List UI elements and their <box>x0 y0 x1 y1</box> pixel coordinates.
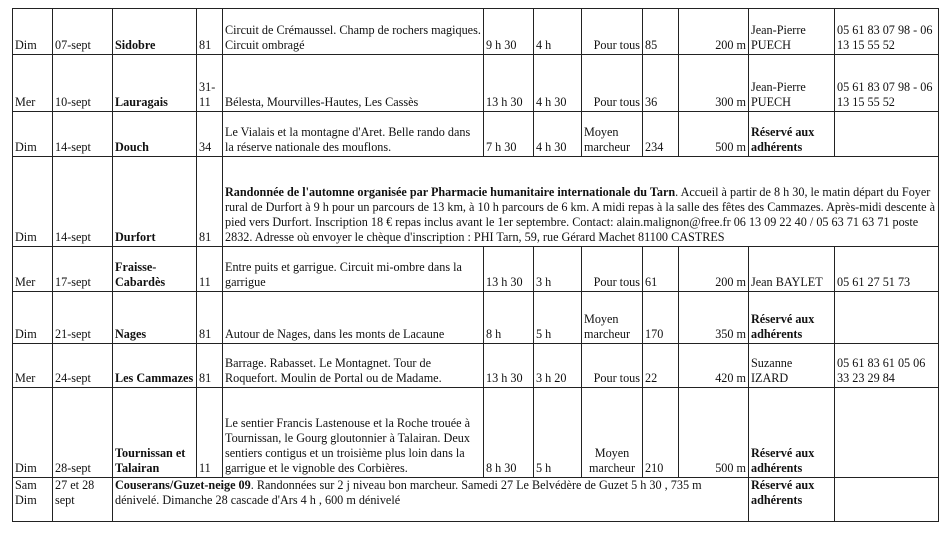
day-cell: Mer <box>13 344 53 388</box>
place-cell: Lauragais <box>113 55 197 112</box>
description-cell <box>223 157 939 247</box>
level-cell: Moyen marcheur <box>582 292 643 344</box>
elevation-cell: 420 m <box>679 344 749 388</box>
contact-cell: Réservé aux adhérents <box>749 112 835 157</box>
day-cell: Dim <box>13 292 53 344</box>
description-cell <box>113 478 749 522</box>
day-cell: Mer <box>13 55 53 112</box>
day-cell: Sam Dim <box>13 478 53 522</box>
date-cell: 27 et 28 sept <box>53 478 113 522</box>
contact-cell: Suzanne IZARD <box>749 344 835 388</box>
level-cell: Pour tous <box>582 55 643 112</box>
dept-cell: 11 <box>197 388 223 478</box>
dept-cell: 31-11 <box>197 55 223 112</box>
km-cell: 22 <box>643 344 679 388</box>
phone-cell: 05 61 83 61 05 06 33 23 29 84 <box>835 344 939 388</box>
contact-cell: Réservé aux adhérents <box>749 388 835 478</box>
date-cell: 21-sept <box>53 292 113 344</box>
table-row <box>13 9 939 55</box>
date-cell: 14-sept <box>53 112 113 157</box>
duration-cell: 4 h <box>534 9 582 55</box>
place-cell: Tournissan et Talairan <box>113 388 197 478</box>
elevation-cell: 200 m <box>679 9 749 55</box>
start-cell: 13 h 30 <box>484 247 534 292</box>
dept-cell: 81 <box>197 292 223 344</box>
level-cell: Pour tous <box>582 247 643 292</box>
description-cell: Le sentier Francis Lastenouse et la Roche trouée à Tournissan, le Gourg gloutonnier à Talairan. Deux sentiers contigus et un troisième plus loin dans la garrigue et le vignoble des Corbières. <box>223 388 484 478</box>
phone-cell: 05 61 83 07 98 - 06 13 15 55 52 <box>835 55 939 112</box>
table-row <box>13 112 939 157</box>
phone-cell: 05 61 83 07 98 - 06 13 15 55 52 <box>835 9 939 55</box>
duration-cell: 3 h <box>534 247 582 292</box>
duration-cell: 4 h 30 <box>534 55 582 112</box>
elevation-cell: 500 m <box>679 388 749 478</box>
phone-cell <box>835 388 939 478</box>
start-cell: 9 h 30 <box>484 9 534 55</box>
date-cell: 10-sept <box>53 55 113 112</box>
table-row <box>13 247 939 292</box>
description-cell: Bélesta, Mourvilles-Hautes, Les Cassès <box>223 55 484 112</box>
day-cell: Dim <box>13 388 53 478</box>
table-row <box>13 55 939 112</box>
duration-cell: 3 h 20 <box>534 344 582 388</box>
contact-cell: Réservé aux adhérents <box>749 478 835 522</box>
hike-schedule <box>12 8 938 522</box>
elevation-cell: 200 m <box>679 247 749 292</box>
table-row <box>13 292 939 344</box>
place-cell: Fraisse-Cabardès <box>113 247 197 292</box>
date-cell: 14-sept <box>53 157 113 247</box>
day-cell: Mer <box>13 247 53 292</box>
place-cell: Durfort <box>113 157 197 247</box>
km-cell: 61 <box>643 247 679 292</box>
date-cell: 17-sept <box>53 247 113 292</box>
km-cell: 170 <box>643 292 679 344</box>
day-cell: Dim <box>13 157 53 247</box>
date-cell: 28-sept <box>53 388 113 478</box>
place-cell: Nages <box>113 292 197 344</box>
elevation-cell: 350 m <box>679 292 749 344</box>
start-cell: 7 h 30 <box>484 112 534 157</box>
day-cell: Dim <box>13 112 53 157</box>
description-text: . Accueil à partir de 8 h 30, le matin départ du Foyer rural de Durfort à 9 h pour un parcours de 13 km, à 10 h parcours de 6 km. A midi repas à la salle des fêtes des Cammazes. Après-midi descente à pied vers Durfort. Inscription 18 € repas inclus avant le 1er septembre. Contact: alain.malignon@free.fr 06 13 09 22 40 / 05 63 71 63 71 poste 2832. Adresse où envoyer le chèque d'inscription : PHI Tarn, 59, rue Gérard Machet 81100 CASTRES <box>225 185 936 244</box>
start-cell: 13 h 30 <box>484 344 534 388</box>
contact-cell: Réservé aux adhérents <box>749 292 835 344</box>
place-cell: Douch <box>113 112 197 157</box>
duration-cell: 5 h <box>534 292 582 344</box>
start-cell: 13 h 30 <box>484 55 534 112</box>
place-cell: Sidobre <box>113 9 197 55</box>
start-cell: 8 h 30 <box>484 388 534 478</box>
level-cell: Moyen marcheur <box>582 388 643 478</box>
km-cell: 210 <box>643 388 679 478</box>
dept-cell: 81 <box>197 344 223 388</box>
contact-cell: Jean BAYLET <box>749 247 835 292</box>
table-row <box>13 388 939 478</box>
duration-cell: 5 h <box>534 388 582 478</box>
dept-cell: 81 <box>197 9 223 55</box>
contact-cell: Jean-Pierre PUECH <box>749 9 835 55</box>
elevation-cell: 500 m <box>679 112 749 157</box>
description-text: . Randonnées sur 2 j niveau bon marcheur. Samedi 27 Le Belvédère de Guzet 5 h 30 , 735 m dénivelé. Dimanche 28 cascade d'Ars 4 h , 600 m dénivelé <box>115 478 702 507</box>
km-cell: 36 <box>643 55 679 112</box>
phone-cell <box>835 292 939 344</box>
phone-cell: 05 61 27 51 73 <box>835 247 939 292</box>
table-row <box>13 157 939 247</box>
phone-cell <box>835 112 939 157</box>
start-cell: 8 h <box>484 292 534 344</box>
table-row <box>13 344 939 388</box>
table-row <box>13 478 939 522</box>
dept-cell: 11 <box>197 247 223 292</box>
description-cell: Le Vialais et la montagne d'Aret. Belle rando dans la réserve nationale des mouflons. <box>223 112 484 157</box>
description-cell: Circuit de Crémaussel. Champ de rochers magiques. Circuit ombragé <box>223 9 484 55</box>
hike-table <box>12 8 939 522</box>
duration-cell: 4 h 30 <box>534 112 582 157</box>
contact-cell: Jean-Pierre PUECH <box>749 55 835 112</box>
day-cell: Dim <box>13 9 53 55</box>
km-cell: 234 <box>643 112 679 157</box>
elevation-cell: 300 m <box>679 55 749 112</box>
level-cell: Pour tous <box>582 344 643 388</box>
description-title: Couserans/Guzet-neige 09 <box>115 478 251 492</box>
level-cell: Pour tous <box>582 9 643 55</box>
place-cell: Les Cammazes <box>113 344 197 388</box>
level-cell: Moyen marcheur <box>582 112 643 157</box>
km-cell: 85 <box>643 9 679 55</box>
description-cell: Barrage. Rabasset. Le Montagnet. Tour de Roquefort. Moulin de Portal ou de Madame. <box>223 344 484 388</box>
description-cell: Autour de Nages, dans les monts de Lacaune <box>223 292 484 344</box>
dept-cell: 34 <box>197 112 223 157</box>
date-cell: 07-sept <box>53 9 113 55</box>
description-cell: Entre puits et garrigue. Circuit mi-ombre dans la garrigue <box>223 247 484 292</box>
phone-cell <box>835 478 939 522</box>
description-title: Randonnée de l'automne organisée par Pharmacie humanitaire internationale du Tarn <box>225 185 676 199</box>
dept-cell: 81 <box>197 157 223 247</box>
date-cell: 24-sept <box>53 344 113 388</box>
